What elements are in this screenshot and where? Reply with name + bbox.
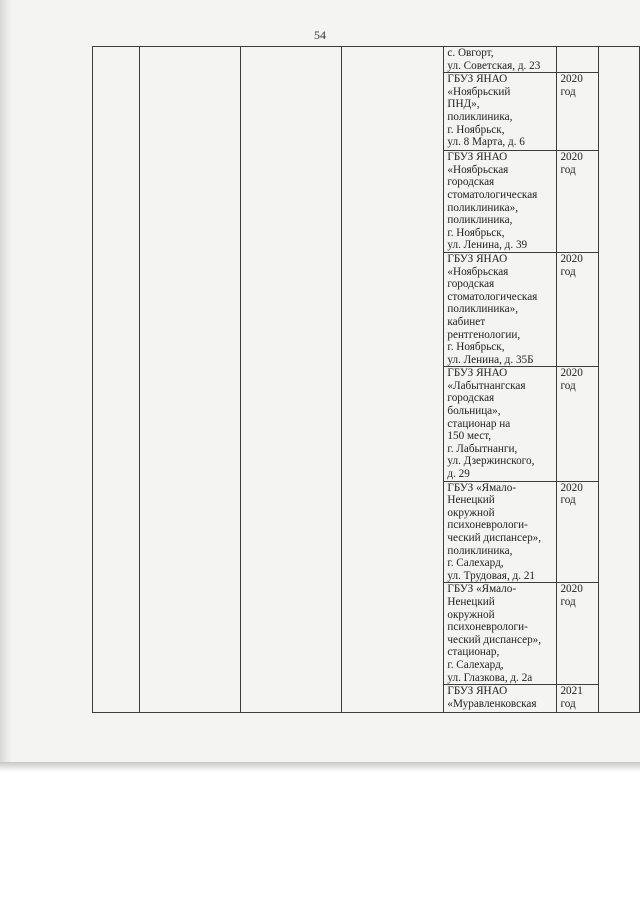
year-cell: 2020 год xyxy=(557,481,599,583)
year-cell: 2020 год xyxy=(557,367,599,481)
year-cell: 2020 год xyxy=(557,73,599,151)
facility-cell: с. Овгорт, ул. Советская, д. 23 xyxy=(444,47,557,73)
table-cell-col7 xyxy=(599,47,640,713)
facility-cell: ГБУЗ ЯНАО «Ноябрьский ПНД», поликлиника, г. Ноябрьск, ул. 8 Марта, д. 6 xyxy=(444,73,557,151)
page-number: 54 xyxy=(314,28,326,42)
table-cell-col4 xyxy=(341,47,444,713)
table-cell-col3 xyxy=(241,47,342,713)
facility-cell: ГБУЗ ЯНАО «Ноябрьская городская стоматологическая поликлиника», кабинет рентгенологии, г. Ноябрьск, ул. Ленина, д. 35Б xyxy=(444,252,557,366)
facility-cell: ГБУЗ ЯНАО «Лабытнангская городская больница», стационар на 150 мест, г. Лабытнанги, ул. Дзержинского, д. 29 xyxy=(444,367,557,481)
year-cell: 2021 год xyxy=(557,685,599,713)
facility-cell: ГБУЗ ЯНАО «Ноябрьская городская стоматологическая поликлиника», поликлиника, г. Ноябрьск, ул. Ленина, д. 39 xyxy=(444,151,557,253)
facility-cell: ГБУЗ «Ямало- Ненецкий окружной психоневрологи- ческий диспансер», поликлиника, г. Салехард, ул. Трудовая, д. 21 xyxy=(444,481,557,583)
table-cell-col1 xyxy=(93,47,140,713)
table-cell-col2 xyxy=(140,47,241,713)
year-cell: 2020 год xyxy=(557,252,599,366)
scan-edge-shadow xyxy=(0,0,12,770)
year-cell: 2020 год xyxy=(557,151,599,253)
year-cell: 2020 год xyxy=(557,583,599,685)
facility-cell: ГБУЗ ЯНАО «Муравленковская xyxy=(444,685,557,713)
facility-cell: ГБУЗ «Ямало- Ненецкий окружной психоневрологи- ческий диспансер», стационар, г. Салехард, ул. Глазкова, д. 2а xyxy=(444,583,557,685)
scan-bottom-edge xyxy=(0,762,640,772)
table-row xyxy=(93,47,640,73)
year-cell xyxy=(557,47,599,73)
document-table xyxy=(92,46,640,713)
